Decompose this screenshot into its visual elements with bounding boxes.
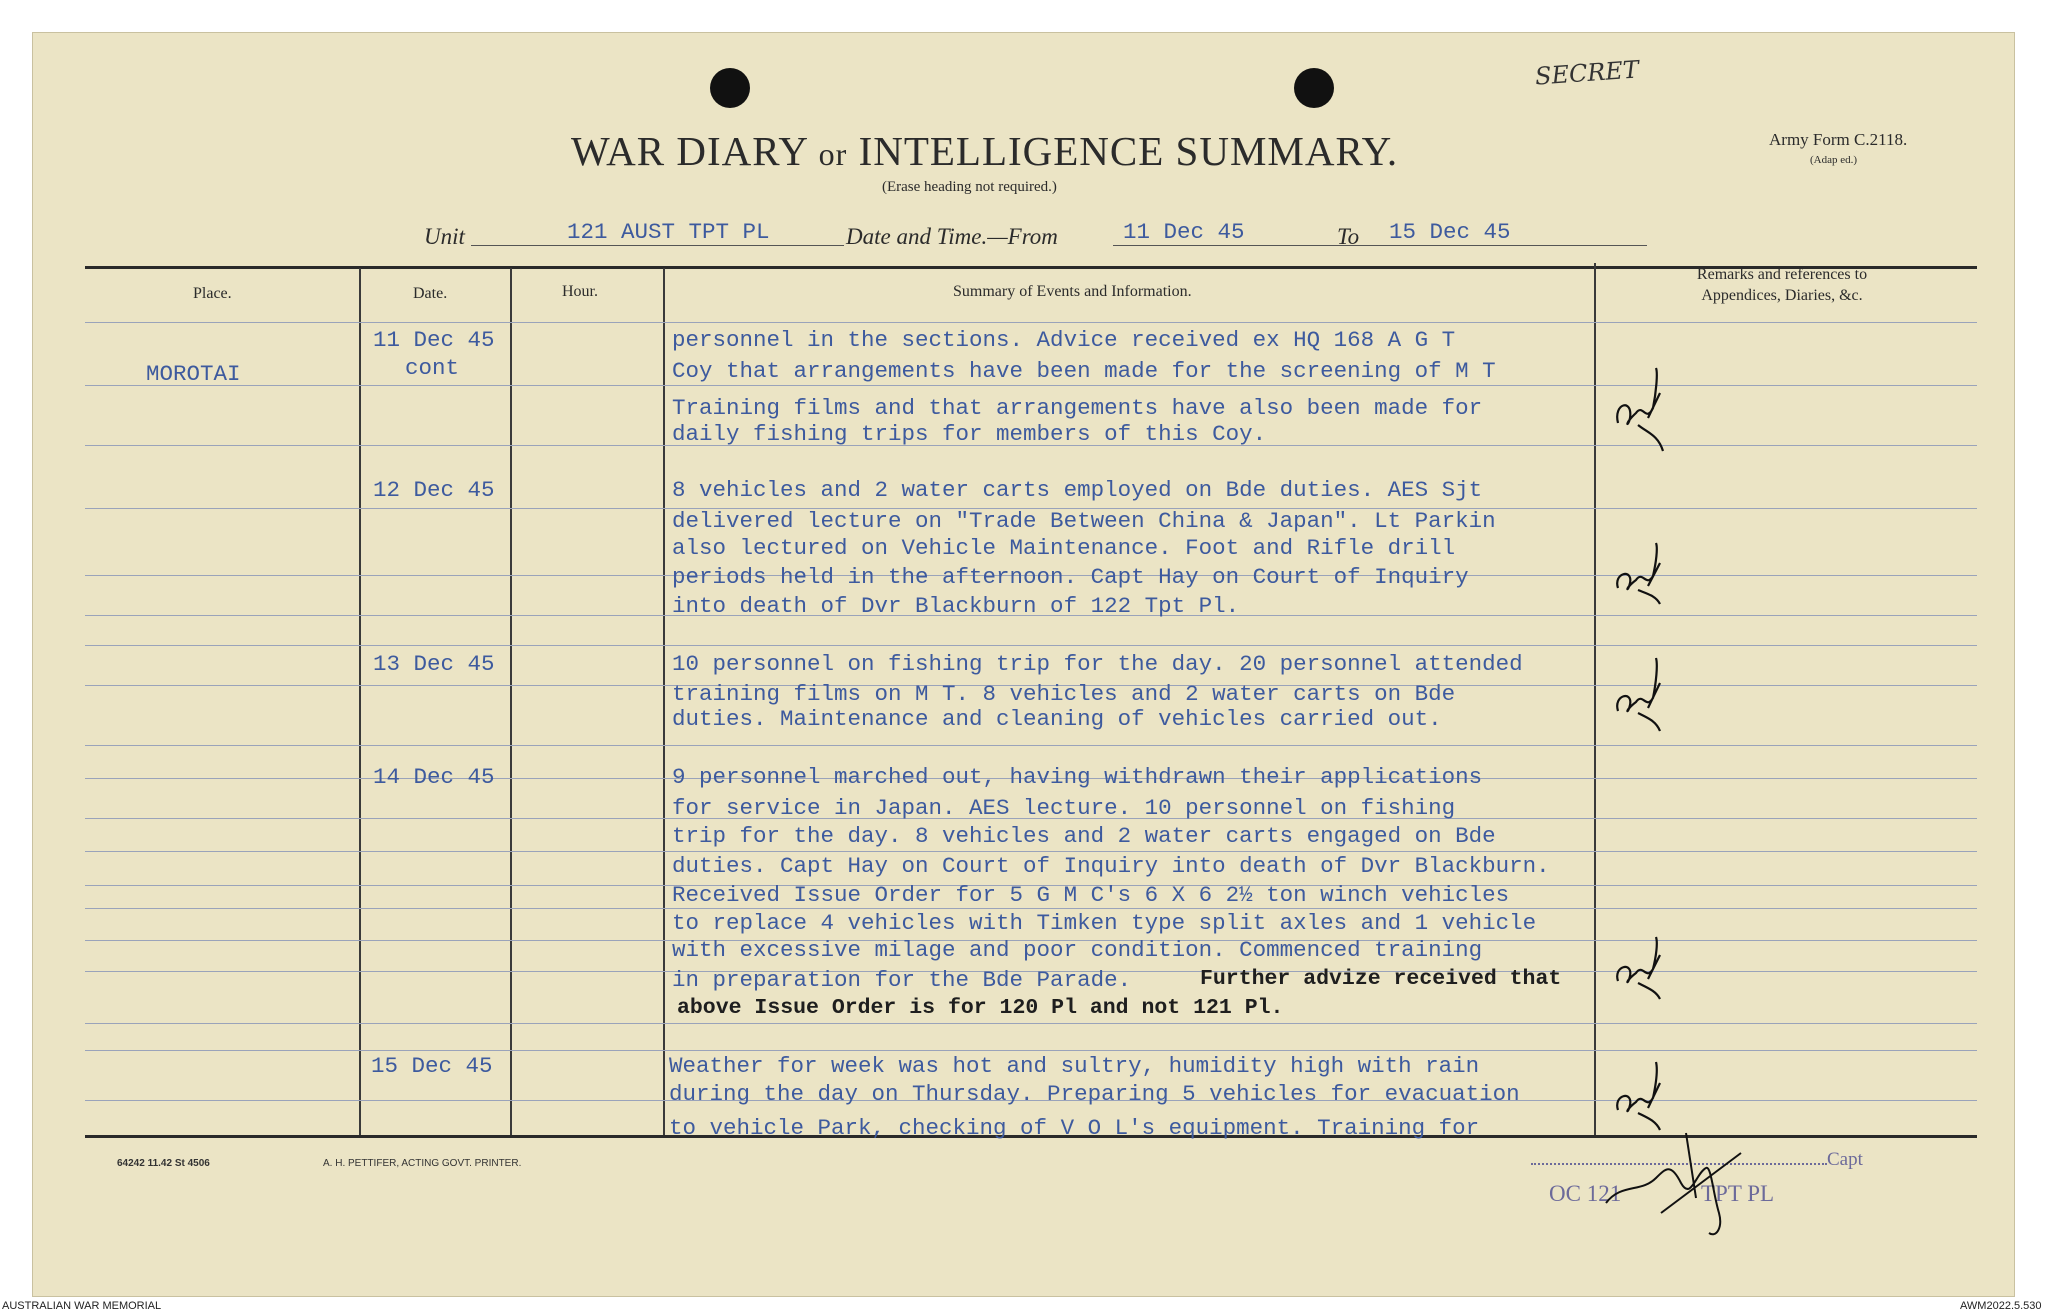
entry-line: trip for the day. 8 vehicles and 2 water carts engaged on Bde bbox=[672, 823, 1496, 849]
signature-unit: TPT PL bbox=[1701, 1181, 1775, 1206]
initials-signature-icon bbox=[1608, 363, 1678, 453]
divider-summary-remarks bbox=[1594, 263, 1596, 1135]
ruled-line bbox=[85, 1023, 1977, 1024]
entry-line: in preparation for the Bde Parade. bbox=[672, 967, 1132, 993]
entry-date: 14 Dec 45 bbox=[373, 764, 495, 790]
date-to-label: To bbox=[1337, 224, 1360, 249]
entry-line: daily fishing trips for members of this Coy. bbox=[672, 421, 1267, 447]
ruled-line bbox=[85, 851, 1977, 852]
unit-value: 121 AUST TPT PL bbox=[567, 219, 770, 245]
divider-place-date bbox=[359, 268, 361, 1135]
archive-credit: AUSTRALIAN WAR MEMORIAL bbox=[2, 1300, 162, 1312]
entry-bold-line: above Issue Order is for 120 Pl and not 121 Pl. bbox=[677, 996, 1284, 1020]
entry-line: Weather for week was hot and sultry, humidity high with rain bbox=[669, 1053, 1480, 1079]
entry-date-cont: cont bbox=[405, 355, 460, 381]
title-or: or bbox=[818, 136, 848, 172]
column-summary: Summary of Events and Information. bbox=[953, 283, 1192, 300]
entry-line: Received Issue Order for 5 G M C's 6 X 6 2½ ton winch vehicles bbox=[672, 882, 1510, 908]
printer-name: A. H. PETTIFER, ACTING GOVT. PRINTER. bbox=[323, 1158, 522, 1169]
unit-label: Unit bbox=[424, 224, 465, 249]
entry-line: duties. Capt Hay on Court of Inquiry into death of Dvr Blackburn. bbox=[672, 853, 1550, 879]
date-from-value: 11 Dec 45 bbox=[1123, 219, 1245, 245]
column-remarks-1: Remarks and references to bbox=[1696, 266, 1868, 283]
initials-signature-icon bbox=[1608, 1058, 1678, 1133]
ruled-line bbox=[85, 1050, 1977, 1051]
date-underline bbox=[1113, 245, 1647, 246]
entry-date: 13 Dec 45 bbox=[373, 651, 495, 677]
column-remarks-2: Appendices, Diaries, &c. bbox=[1701, 287, 1863, 304]
initials-signature-icon bbox=[1608, 933, 1678, 1003]
entry-date: 11 Dec 45 bbox=[373, 327, 495, 353]
entry-line: to vehicle Park, checking of V O L's equipment. Training for bbox=[669, 1115, 1480, 1141]
diary-page bbox=[32, 32, 2015, 1297]
signature-oc: OC 121 bbox=[1549, 1181, 1622, 1206]
page-subtitle: (Erase heading not required.) bbox=[882, 179, 1057, 195]
ruled-line bbox=[85, 745, 1977, 746]
unit-underline bbox=[471, 245, 844, 246]
punch-hole-right bbox=[1294, 68, 1334, 108]
army-form-sub: (Adap ed.) bbox=[1810, 154, 1858, 166]
entry-line: 8 vehicles and 2 water carts employed on Bde duties. AES Sjt bbox=[672, 477, 1483, 503]
entry-line: Training films and that arrangements have also been made for bbox=[672, 395, 1483, 421]
archive-reference: AWM2022.5.530 bbox=[1960, 1300, 2042, 1312]
initials-signature-icon bbox=[1608, 653, 1678, 733]
title-part2: INTELLIGENCE SUMMARY. bbox=[858, 128, 1399, 174]
page-title bbox=[571, 127, 1398, 175]
entry-date: 15 Dec 45 bbox=[371, 1053, 493, 1079]
entry-line: to replace 4 vehicles with Timken type split axles and 1 vehicle bbox=[672, 910, 1537, 936]
ruled-line bbox=[85, 645, 1977, 646]
entry-line: delivered lecture on "Trade Between China & Japan". Lt Parkin bbox=[672, 508, 1496, 534]
entry-line: 10 personnel on fishing trip for the day. 20 personnel attended bbox=[672, 651, 1523, 677]
entry-line: into death of Dvr Blackburn of 122 Tpt Pl. bbox=[672, 593, 1240, 619]
signature-capt: Capt bbox=[1827, 1149, 1863, 1170]
ruled-line bbox=[85, 908, 1977, 909]
divider-hour-summary bbox=[663, 268, 665, 1135]
entry-line: with excessive milage and poor condition. Commenced training bbox=[672, 937, 1483, 963]
column-place: Place. bbox=[193, 285, 232, 302]
ruled-line bbox=[85, 322, 1977, 323]
entry-line: periods held in the afternoon. Capt Hay on Court of Inquiry bbox=[672, 564, 1469, 590]
entry-line: during the day on Thursday. Preparing 5 vehicles for evacuation bbox=[669, 1081, 1520, 1107]
column-date: Date. bbox=[413, 285, 448, 302]
ruled-line bbox=[85, 385, 1977, 386]
punch-hole-left bbox=[710, 68, 750, 108]
title-part1: WAR DIARY bbox=[571, 128, 808, 174]
entry-line: personnel in the sections. Advice received ex HQ 168 A G T bbox=[672, 327, 1456, 353]
entry-line: duties. Maintenance and cleaning of vehicles carried out. bbox=[672, 706, 1442, 732]
secret-stamp: SECRET bbox=[1534, 55, 1640, 91]
army-form-label: Army Form C.2118. bbox=[1769, 130, 1908, 149]
entry-line: 9 personnel marched out, having withdrawn their applications bbox=[672, 764, 1483, 790]
entry-line: Coy that arrangements have been made for the screening of M T bbox=[672, 358, 1496, 384]
date-from-label: Date and Time.—From bbox=[846, 224, 1058, 249]
initials-signature-icon bbox=[1608, 538, 1678, 608]
place-value: MOROTAI bbox=[146, 361, 241, 387]
printer-codes: 64242 11.42 St 4506 bbox=[117, 1158, 210, 1169]
divider-date-hour bbox=[510, 268, 512, 1135]
entry-line: training films on M T. 8 vehicles and 2 water carts on Bde bbox=[672, 681, 1456, 707]
entry-line: also lectured on Vehicle Maintenance. Foot and Rifle drill bbox=[672, 535, 1456, 561]
entry-date: 12 Dec 45 bbox=[373, 477, 495, 503]
entry-bold-line: Further advize received that bbox=[1200, 967, 1562, 991]
column-hour: Hour. bbox=[562, 283, 598, 300]
date-to-value: 15 Dec 45 bbox=[1389, 219, 1511, 245]
entry-line: for service in Japan. AES lecture. 10 personnel on fishing bbox=[672, 795, 1456, 821]
signature-scrawl-icon bbox=[1601, 1123, 1751, 1243]
